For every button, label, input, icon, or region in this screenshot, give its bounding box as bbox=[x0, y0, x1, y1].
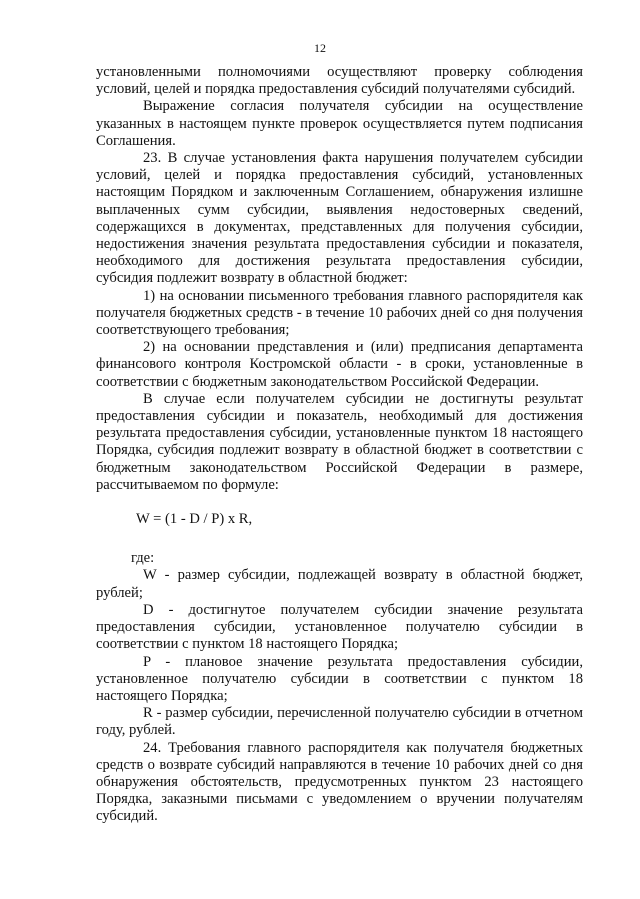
page-number: 12 bbox=[314, 41, 326, 55]
paragraph-item-1: 1) на основании письменного требования главного распорядителя как получателя бюджетных средств - в течение 10 рабочих дней со дня получения соответствующего требования; bbox=[96, 287, 583, 339]
definition-w: W - размер субсидии, подлежащей возврату в областной бюджет, рублей; bbox=[96, 567, 583, 601]
definition-r: R - размер субсидии, перечисленной получателю субсидии в отчетном году, рублей. bbox=[96, 705, 583, 739]
formula-spacer-top bbox=[96, 494, 583, 511]
formula-spacer-bottom bbox=[96, 528, 583, 550]
paragraph-result-not-achieved: В случае если получателем субсидии не достигнуты результат предоставления субсидии и показатель, необходимый для достижения результата предоставления субсидии, установленные пунктом 18 настоящего Порядка, субсидия подлежит возврату в областной бюджет в соответствии с бюджетным законодательством Российской Федерации в размере, рассчитываемом по формуле: bbox=[96, 390, 583, 493]
paragraph-consent: Выражение согласия получателя субсидии на осуществление указанных в настоящем пункте проверок осуществляется путем подписания Соглашения. bbox=[96, 98, 583, 149]
formula: W = (1 - D / P) x R, bbox=[136, 511, 253, 528]
definition-p: P - плановое значение результата предоставления субсидии, установленное получателю субсидии в соответствии с пунктом 18 настоящего Порядка; bbox=[96, 653, 583, 704]
paragraph-continuation: установленными полномочиями осуществляют проверку соблюдения условий, целей и порядка предоставления субсидий получателями субсидий. bbox=[96, 64, 583, 98]
document-body bbox=[96, 64, 583, 826]
paragraph-item-2: 2) на основании представления и (или) предписания департамента финансового контроля Костромской области - в сроки, установленные в соответствии с бюджетным законодательством Российской Федерации. bbox=[96, 339, 583, 390]
definition-d: D - достигнутое получателем субсидии значение результата предоставления субсидии, установленное получателю субсидии в соответствии с пунктом 18 настоящего Порядка; bbox=[96, 601, 583, 653]
paragraph-clause-24: 24. Требования главного распорядителя как получателя бюджетных средств о возврате субсидий направляются в течение 10 рабочих дней со дня обнаружения обстоятельств, предусмотренных пунктом 23 настоящего Порядка, заказными письмами с уведомлением о вручении получателям субсидий. bbox=[96, 739, 583, 825]
paragraph-clause-23: 23. В случае установления факта нарушения получателем субсидии условий, целей и порядка предоставления субсидий, установленных настоящим Порядком и заключенным Соглашением, обнаружения излишне выплаченных сумм субсидии, выявления недостоверных сведений, содержащихся в документах, представленных для получения субсидии, недостижения значения результата предоставления субсидии и показателя, необходимого для достижения результата предоставления субсидии, субсидия подлежит возврату в областной бюджет: bbox=[96, 150, 583, 287]
where-label: где: bbox=[131, 550, 155, 567]
